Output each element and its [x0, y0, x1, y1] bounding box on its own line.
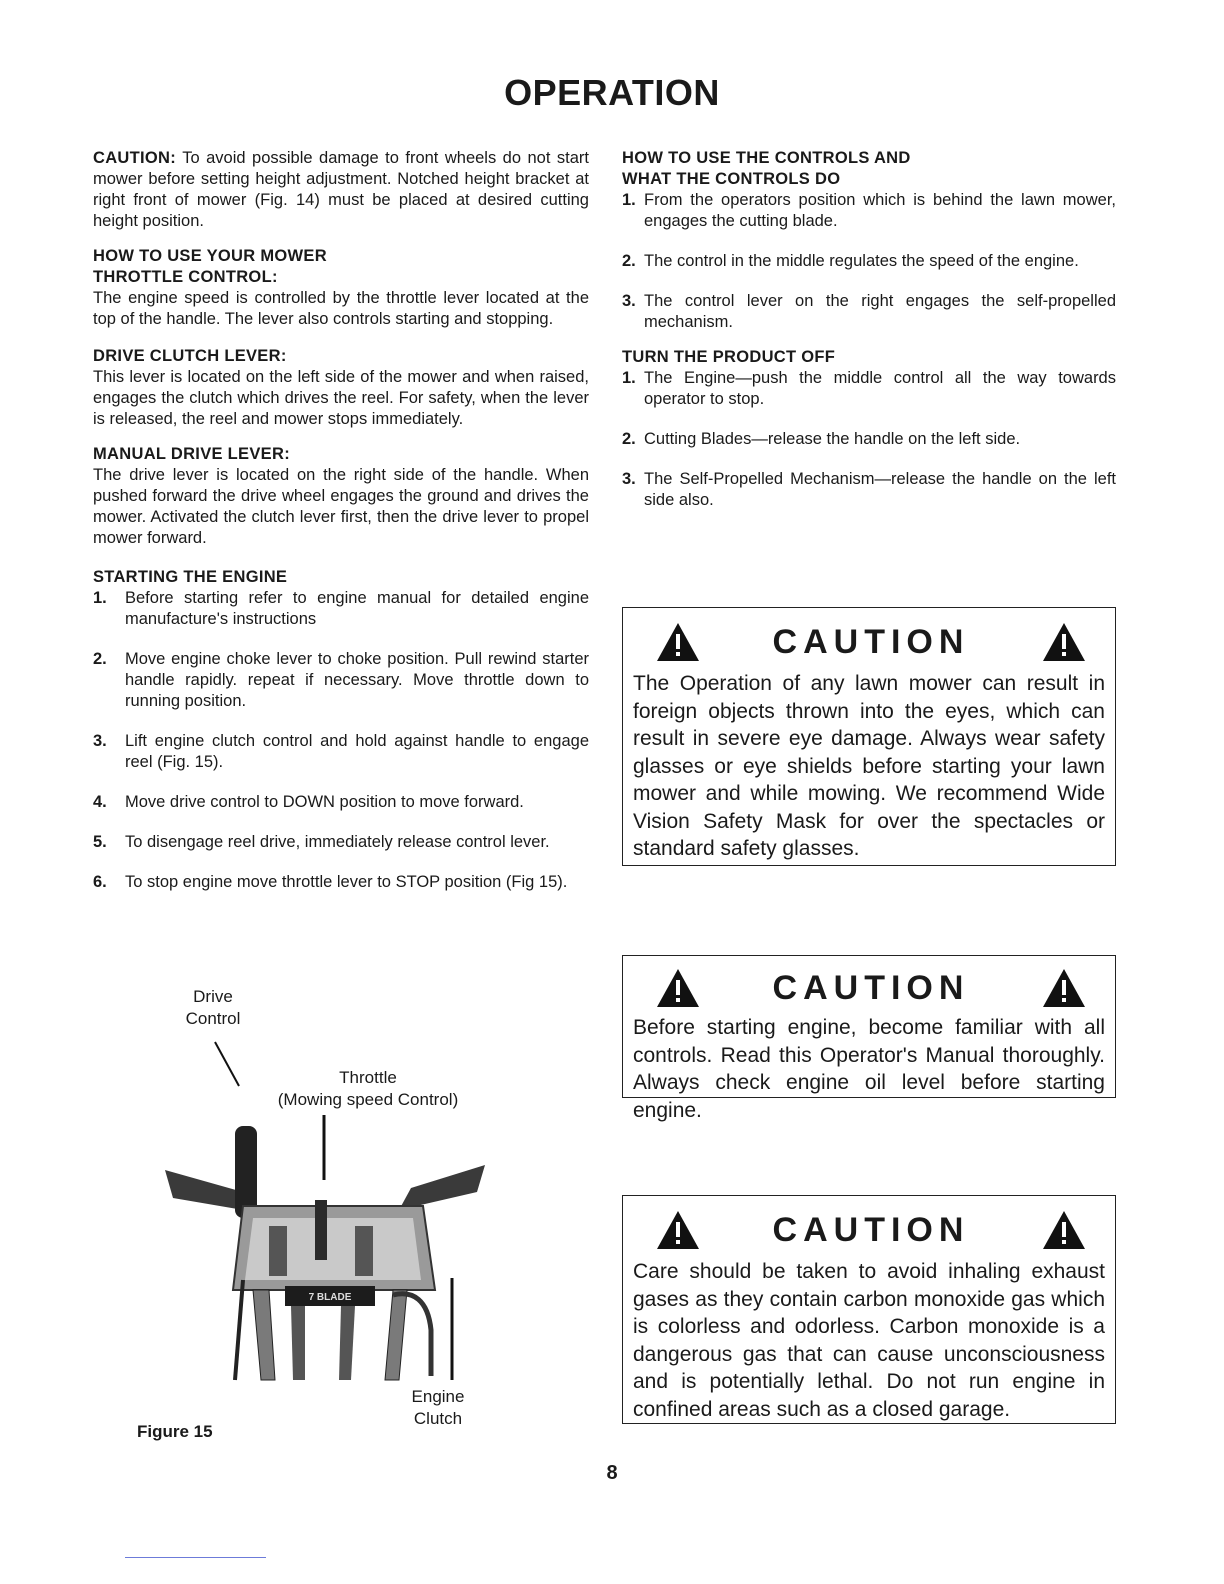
caution-intro: [93, 148, 589, 232]
caution-text: Before starting engine, become familiar with all controls. Read this Operator's Manual thoroughly. Always check engine oil level before starting engine.: [633, 1016, 1105, 1122]
caution-intro-text: To avoid possible damage to front wheels do not start mower before setting height adjustment. Notched height bracket at right front of mower (Fig. 14) must be placed at desired cutting height position.: [93, 149, 589, 230]
drive-control-leader: [215, 1042, 239, 1086]
list-number: 1.: [622, 369, 636, 387]
caution-title: CAUTION: [772, 1210, 970, 1249]
list-item: [93, 731, 589, 773]
caution-intro-label: CAUTION:: [93, 149, 177, 167]
controls-heading-line1: HOW TO USE THE CONTROLS AND: [622, 149, 911, 167]
warning-icon: [655, 967, 701, 1009]
caution-header: [633, 964, 1105, 1012]
mower-handle-illustration: [93, 960, 603, 1450]
list-item: [93, 792, 589, 813]
warning-icon: [1041, 1209, 1087, 1251]
list-text: The control lever on the right engages the self-propelled mechanism.: [644, 292, 1116, 331]
list-text: Move drive control to DOWN position to move forward.: [125, 793, 524, 811]
throttle-label-line2: (Mowing speed Control): [277, 1090, 459, 1109]
list-item: [93, 649, 589, 712]
list-text: From the operators position which is behind the lawn mower, engages the cutting blade.: [644, 191, 1116, 230]
manual-drive-text: The drive lever is located on the right side of the handle. When pushed forward the drive wheel engages the ground and drives the mower. Activated the clutch lever first, then the drive lever to propel mower forward.: [93, 466, 589, 547]
engine-clutch-label-line1: Engine: [411, 1387, 465, 1406]
list-text: Cutting Blades—release the handle on the left side.: [644, 430, 1021, 448]
warning-icon: [655, 621, 701, 663]
drive-clutch-heading: DRIVE CLUTCH LEVER:: [93, 347, 287, 365]
turn-off-heading: TURN THE PRODUCT OFF: [622, 348, 836, 366]
caution-box-exhaust: [622, 1195, 1116, 1424]
list-text: The Engine—push the middle control all the way towards operator to stop.: [644, 369, 1116, 408]
list-item: [622, 251, 1116, 272]
list-item: [93, 872, 589, 893]
footer-rule: [125, 1557, 266, 1558]
throttle-label-line1: Throttle: [339, 1068, 397, 1087]
caution-text: Care should be taken to avoid inhaling exhaust gases as they contain carbon monoxide gas which is colorless and odorless. Carbon monoxide is a dangerous gas that can cause unconsciousness and is potentially lethal. Do not run engine in confined areas such as a closed garage.: [633, 1260, 1105, 1421]
page-title: OPERATION: [504, 72, 720, 113]
use-mower-heading: HOW TO USE YOUR MOWER: [93, 247, 327, 265]
list-number: 2.: [622, 252, 636, 270]
list-number: 3.: [622, 470, 636, 488]
list-text: Before starting refer to engine manual for detailed engine manufacture's instructions: [125, 589, 589, 628]
list-number: 1.: [622, 191, 636, 209]
caution-title: CAUTION: [772, 968, 970, 1007]
throttle-text: The engine speed is controlled by the throttle lever located at the top of the handle. The lever also controls starting and stopping.: [93, 289, 589, 328]
caution-header: [633, 1204, 1105, 1256]
list-item: [622, 291, 1116, 333]
list-text: To disengage reel drive, immediately release control lever.: [125, 833, 550, 851]
list-item: [93, 832, 589, 853]
list-item: [622, 368, 1116, 410]
manual-drive-section: [93, 444, 589, 549]
list-text: Lift engine clutch control and hold against handle to engage reel (Fig. 15).: [125, 732, 589, 771]
engine-clutch-label-line2: Clutch: [413, 1409, 463, 1428]
list-item: [93, 588, 589, 630]
drive-control-label-line2: Control: [185, 1009, 241, 1028]
list-number: 1.: [93, 589, 107, 607]
list-text: The Self-Propelled Mechanism—release the handle on the left side also.: [644, 470, 1116, 509]
list-number: 4.: [93, 793, 107, 811]
list-item: [622, 429, 1116, 450]
right-column: [622, 148, 1116, 530]
caution-title: CAUTION: [772, 622, 970, 661]
manual-drive-heading: MANUAL DRIVE LEVER:: [93, 445, 290, 463]
caution-box-eye: [622, 607, 1116, 866]
list-number: 3.: [93, 732, 107, 750]
list-text: The control in the middle regulates the speed of the engine.: [644, 252, 1079, 270]
list-item: [622, 469, 1116, 511]
warning-icon: [655, 1209, 701, 1251]
throttle-section: [93, 246, 589, 330]
warning-icon: [1041, 967, 1087, 1009]
warning-icon: [1041, 621, 1087, 663]
list-text: Move engine choke lever to choke position. Pull rewind starter handle rapidly. repeat if necessary. Move throttle down to running position.: [125, 650, 589, 710]
list-number: 2.: [622, 430, 636, 448]
left-column: [93, 148, 589, 912]
list-number: 5.: [93, 833, 107, 851]
page-number: 8: [606, 1462, 618, 1484]
starting-heading: STARTING THE ENGINE: [93, 568, 288, 586]
caution-box-controls: [622, 955, 1116, 1122]
figure-caption: Figure 15: [137, 1422, 213, 1441]
drive-control-label-line1: Drive: [193, 987, 233, 1006]
list-number: 6.: [93, 873, 107, 891]
list-item: [622, 190, 1116, 232]
starting-section: [93, 567, 589, 893]
caution-header: [633, 616, 1105, 668]
drive-clutch-text: This lever is located on the left side of the mower and when raised, engages the clutch which drives the reel. For safety, when the lever is released, the reel and mower stops immediately.: [93, 368, 589, 428]
list-text: To stop engine move throttle lever to STOP position (Fig 15).: [125, 873, 568, 891]
throttle-heading: THROTTLE CONTROL:: [93, 268, 278, 286]
list-number: 3.: [622, 292, 636, 310]
controls-heading-line2: WHAT THE CONTROLS DO: [622, 170, 841, 188]
drive-clutch-section: [93, 346, 589, 430]
caution-text: The Operation of any lawn mower can result in foreign objects thrown into the eyes, which can result in severe eye damage. Always wear safety glasses or eye shields before starting your lawn mower and while mowing. We recommend Wide Vision Safety Mask for over the spectacles or standard safety glasses.: [633, 672, 1105, 860]
figure-15: [93, 960, 603, 1450]
blade-badge-text: 7 BLADE: [308, 1292, 352, 1303]
list-number: 2.: [93, 650, 107, 668]
